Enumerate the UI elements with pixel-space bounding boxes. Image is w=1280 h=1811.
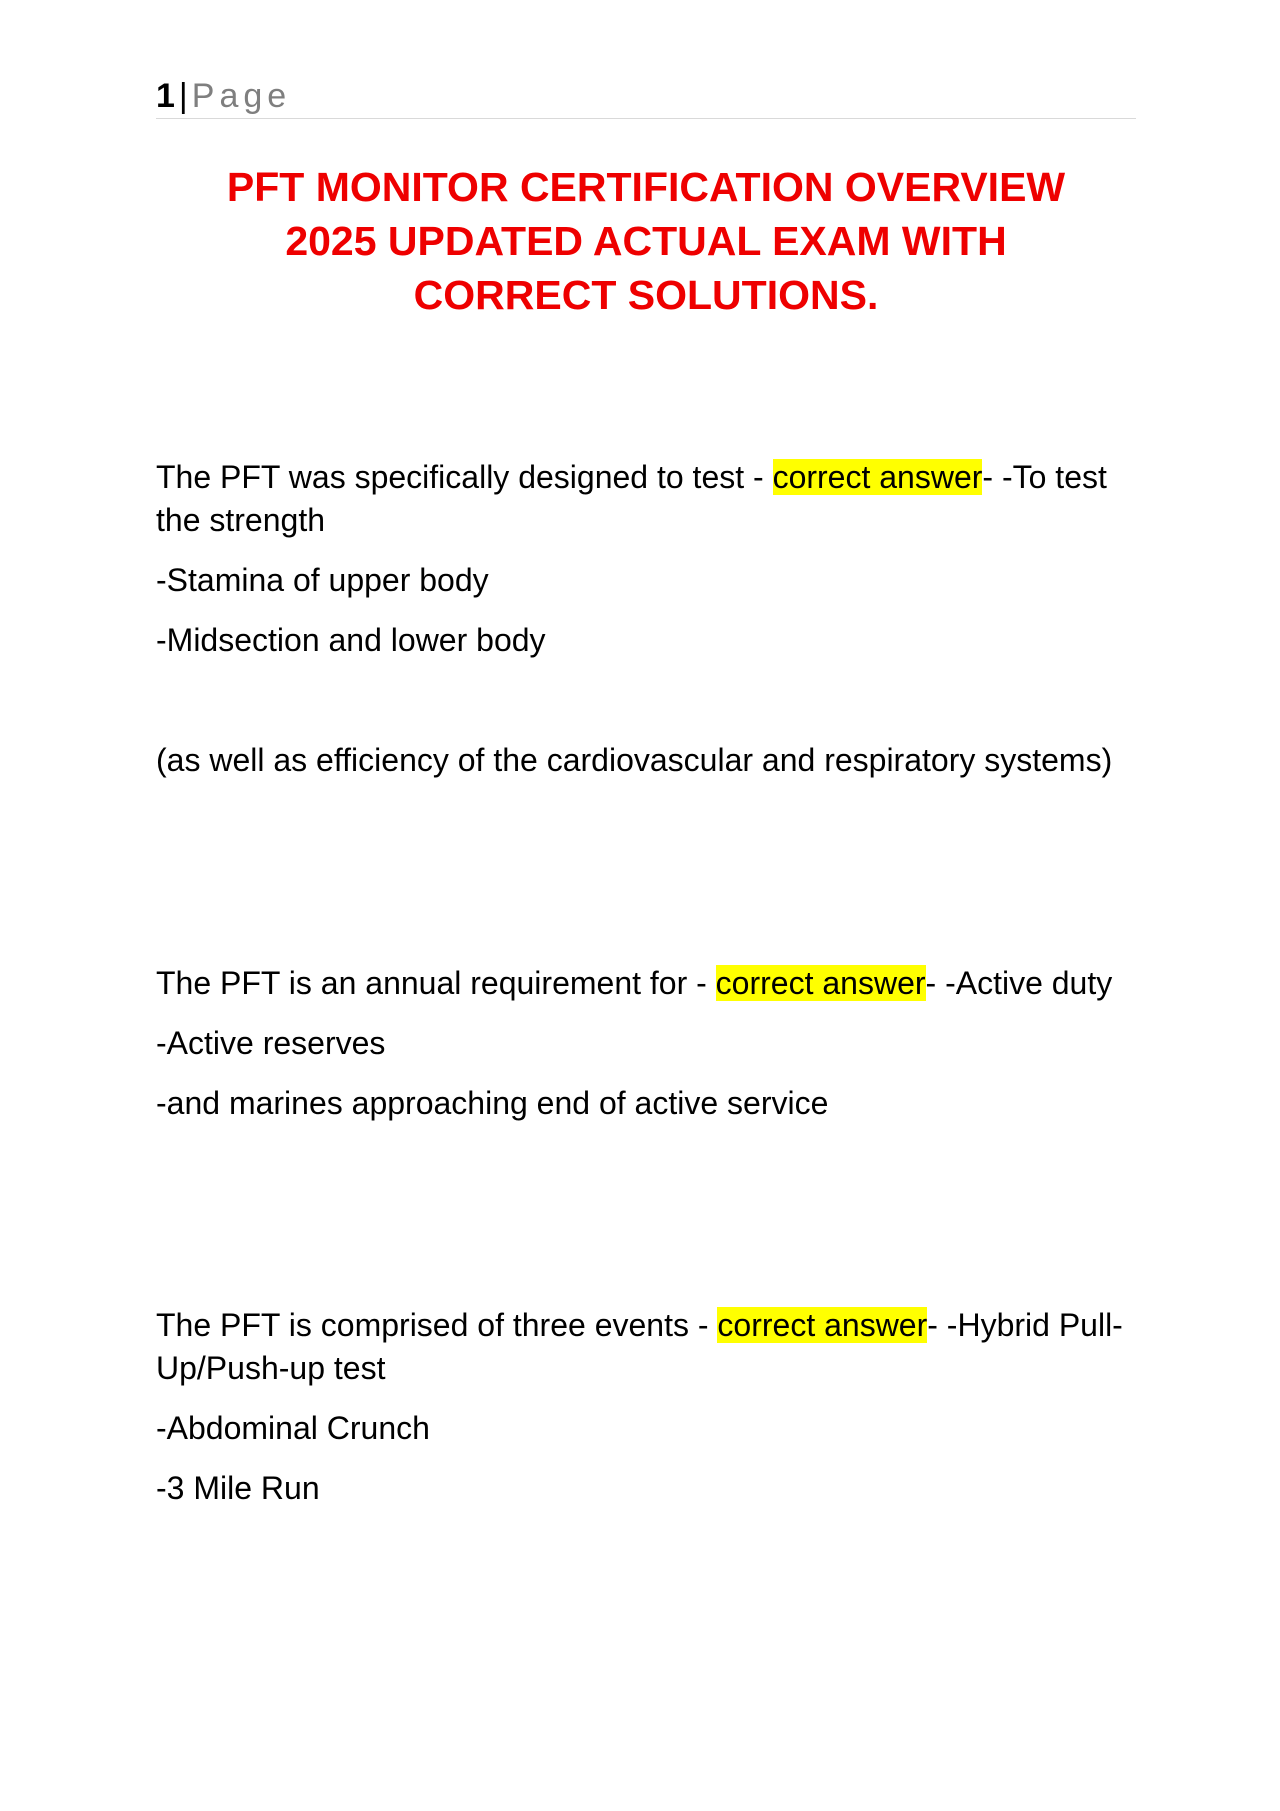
title-line-1: PFT MONITOR CERTIFICATION OVERVIEW <box>226 164 1066 210</box>
title-line-2: 2025 UPDATED ACTUAL EXAM WITH <box>285 218 1007 264</box>
question-prompt: The PFT is comprised of three events - <box>156 1307 718 1343</box>
page-header <box>156 76 1136 119</box>
answer-line: -and marines approaching end of active service <box>156 1085 829 1121</box>
answer-first-line: - -To test the strength <box>156 459 1107 538</box>
page-number: 1 <box>156 77 175 115</box>
answer-first-line: - -Hybrid Pull-Up/Push-up test <box>156 1307 1123 1386</box>
question-text <box>156 962 1136 1005</box>
correct-answer-highlight: correct answer <box>772 459 983 495</box>
correct-answer-highlight: correct answer <box>717 1307 928 1343</box>
question-prompt: The PFT is an annual requirement for - <box>156 965 716 1001</box>
answer-line: -Midsection and lower body <box>156 622 546 658</box>
answer-line: -Stamina of upper body <box>156 562 489 598</box>
question-text <box>156 1304 1136 1390</box>
page-separator: | <box>178 77 188 115</box>
question-block-1 <box>156 456 1136 662</box>
answer-line: -Abdominal Crunch <box>156 1410 430 1446</box>
document-title <box>156 160 1136 322</box>
page-label: Page <box>191 77 292 115</box>
answer-line: -3 Mile Run <box>156 1470 320 1506</box>
question-text <box>156 456 1136 542</box>
question-prompt: The PFT was specifically designed to test - <box>156 459 773 495</box>
question-block-3 <box>156 1304 1136 1510</box>
answer-line: -Active reserves <box>156 1025 386 1061</box>
question-note <box>156 739 1136 782</box>
title-line-3: CORRECT SOLUTIONS. <box>413 272 879 318</box>
note-text: (as well as efficiency of the cardiovascular and respiratory systems) <box>156 742 1113 778</box>
correct-answer-highlight: correct answer <box>715 965 926 1001</box>
answer-first-line: - -Active duty <box>925 965 1113 1001</box>
question-block-2 <box>156 962 1136 1125</box>
